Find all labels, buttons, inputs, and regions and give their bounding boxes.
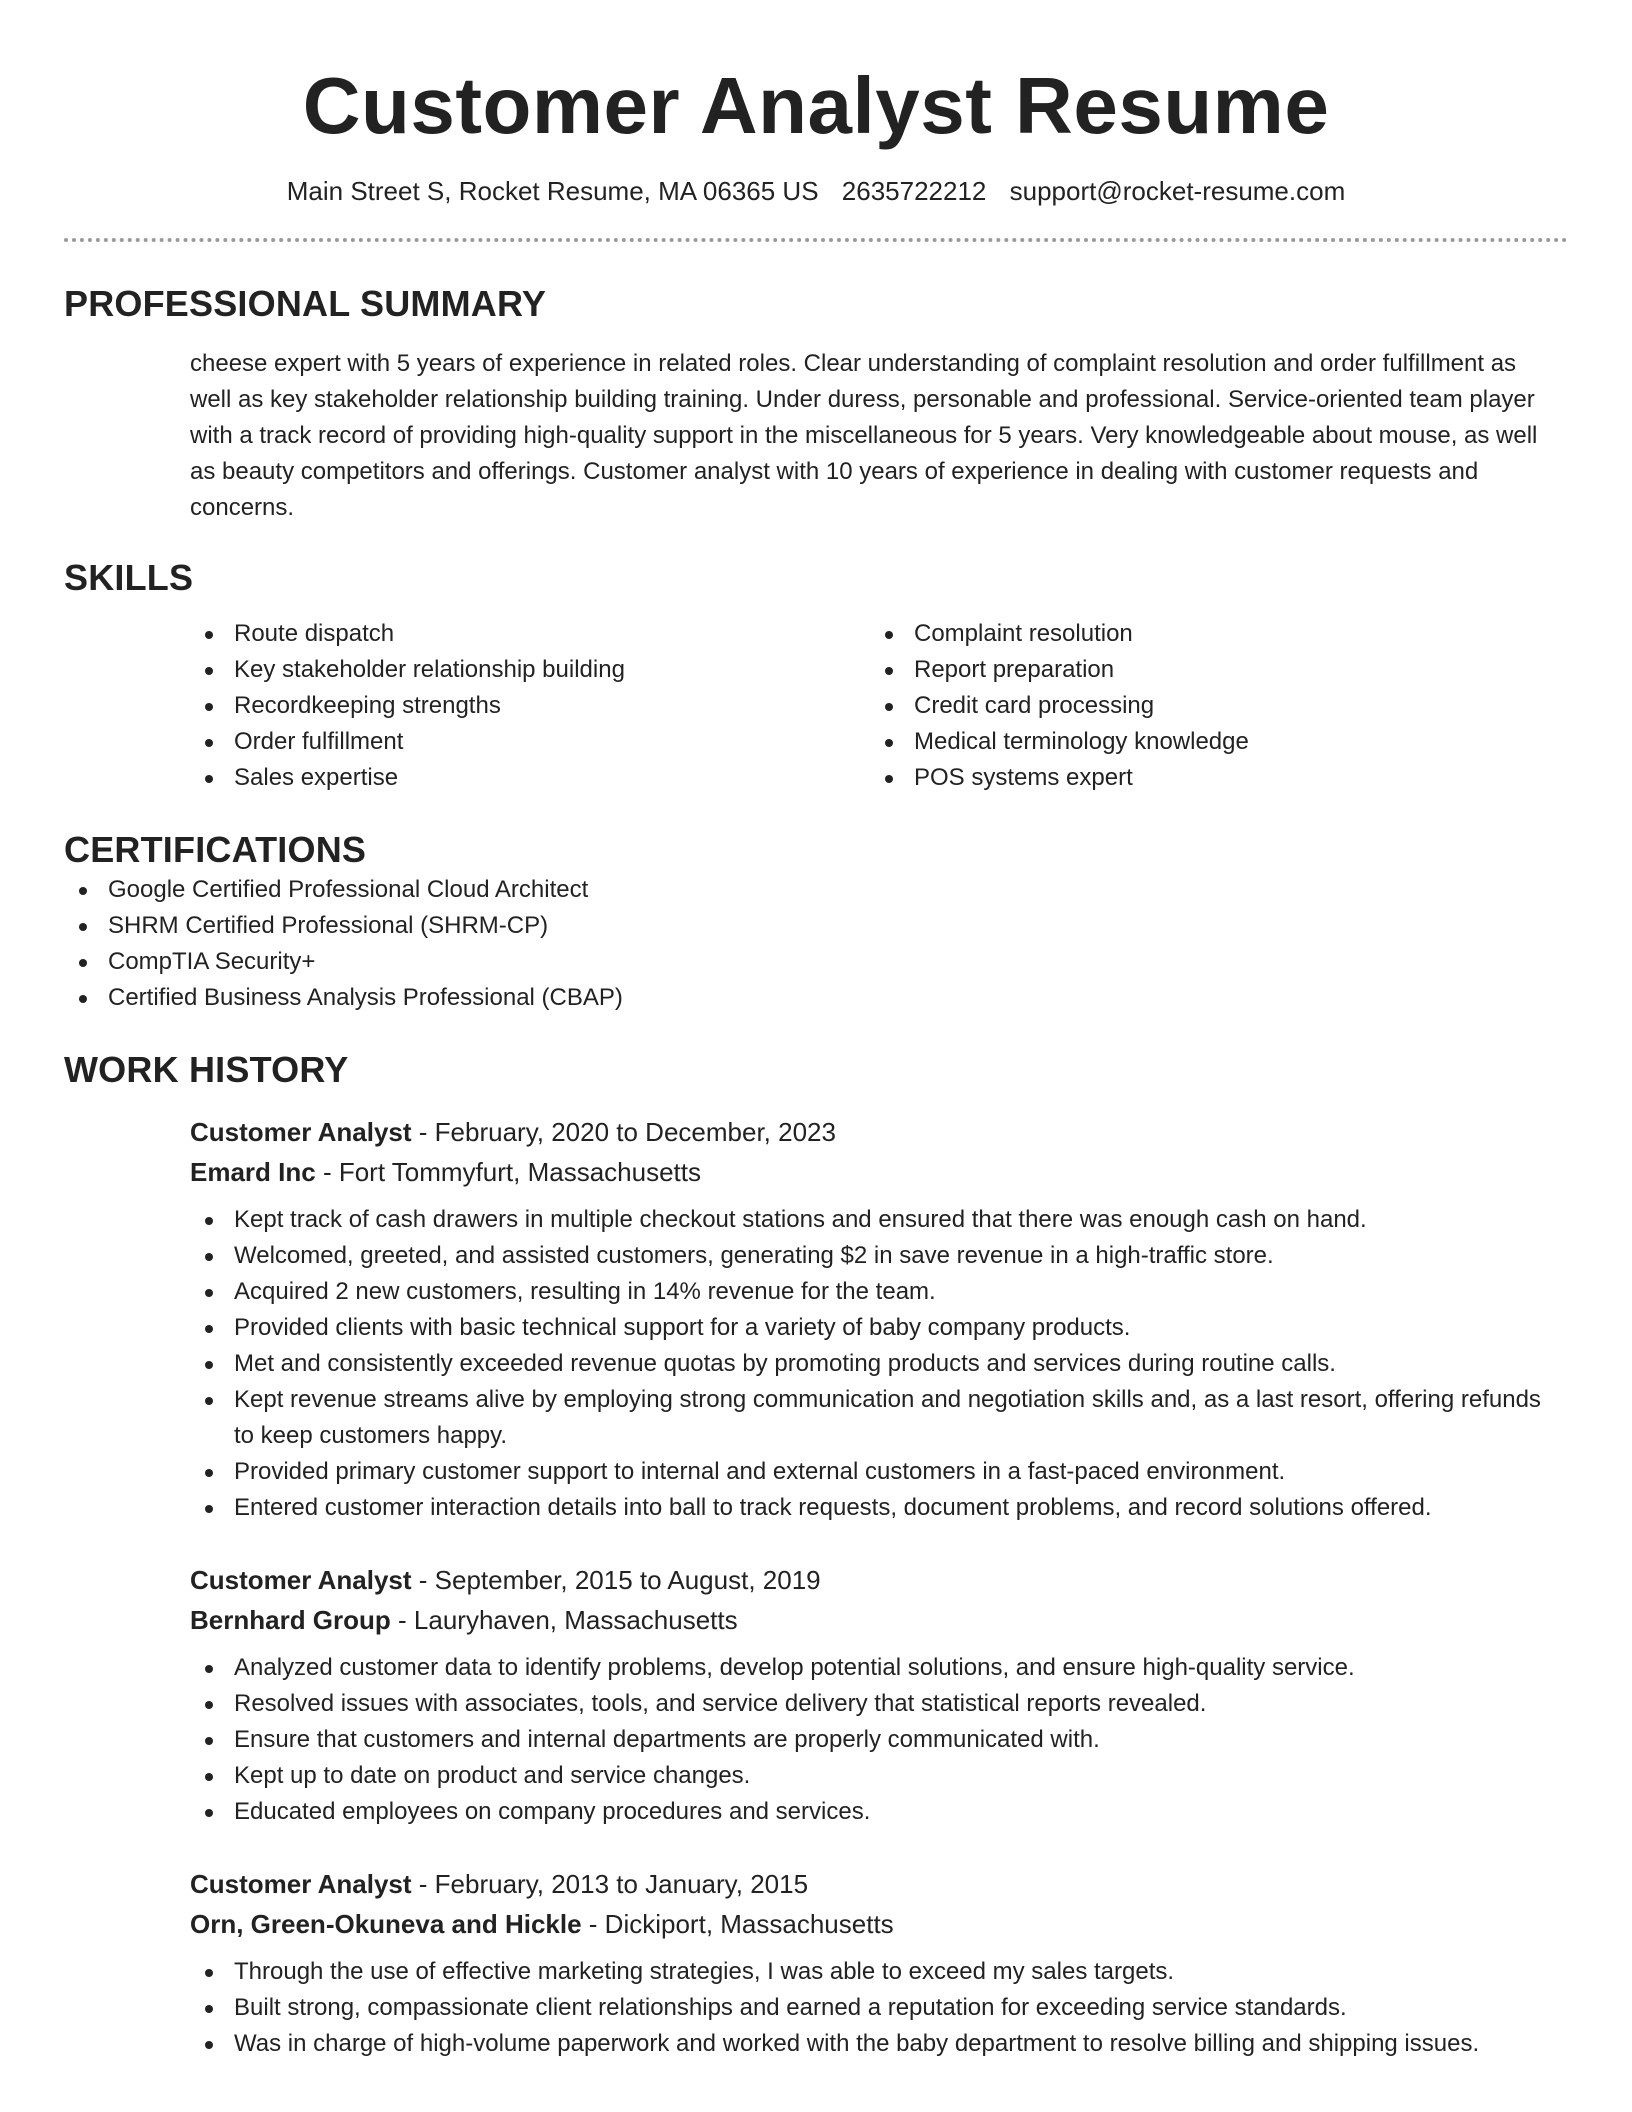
job-company-line: [190, 1904, 1560, 1944]
contact-email: support@rocket-resume.com: [1009, 176, 1346, 206]
job-company-line: [190, 1600, 1560, 1640]
job-bullet: Resolved issues with associates, tools, and service delivery that statistical reports revealed.: [190, 1686, 1560, 1722]
skill-item: POS systems expert: [870, 760, 1470, 796]
job-bullet: Kept revenue streams alive by employing strong communication and negotiation skills and, as a last resort, offering refunds to keep customers happy.: [190, 1382, 1560, 1454]
contact-phone: 2635722212: [841, 176, 987, 206]
section-title-certifications: CERTIFICATIONS: [64, 829, 367, 870]
job-dates: - February, 2020 to December, 2023: [411, 1117, 836, 1147]
job-bullet: Analyzed customer data to identify problems, develop potential solutions, and ensure high-quality service.: [190, 1650, 1560, 1686]
summary-text: cheese expert with 5 years of experience in related roles. Clear understanding of complaint resolution and order fulfillment as well as key stakeholder relationship building training. Under duress, personable and professional. Service-oriented team player with a track record of providing high-quality support in the miscellaneous for 5 years. Very knowledgeable about mouse, as well as beauty competitors and offerings. Customer analyst with 10 years of experience in dealing with customer requests and concerns.: [190, 350, 1538, 521]
skill-item: Medical terminology knowledge: [870, 724, 1470, 760]
job-bullets: [190, 1954, 1560, 2062]
job-bullet: Met and consistently exceeded revenue quotas by promoting products and services during routine calls.: [190, 1346, 1560, 1382]
job-company: Orn, Green-Okuneva and Hickle: [190, 1909, 582, 1939]
certification-item: Certified Business Analysis Professional (CBAP): [64, 980, 1568, 1016]
certification-item: Google Certified Professional Cloud Architect: [64, 872, 1568, 908]
job-entry: [190, 1560, 1560, 1830]
skill-item: Credit card processing: [870, 688, 1470, 724]
header-divider: [64, 238, 1568, 242]
certification-item: SHRM Certified Professional (SHRM-CP): [64, 908, 1568, 944]
skill-item: Sales expertise: [190, 760, 870, 796]
job-bullet: Through the use of effective marketing strategies, I was able to exceed my sales targets.: [190, 1954, 1560, 1990]
job-bullet: Acquired 2 new customers, resulting in 14% revenue for the team.: [190, 1274, 1560, 1310]
job-bullet: Was in charge of high-volume paperwork and worked with the baby department to resolve billing and shipping issues.: [190, 2026, 1560, 2062]
section-title-work-history: WORK HISTORY: [64, 1049, 349, 1090]
job-role-line: [190, 1864, 1560, 1904]
job-entry: [190, 1112, 1560, 1526]
section-title-skills: SKILLS: [64, 557, 194, 598]
resume-page: [64, 0, 1568, 2062]
job-bullets: [190, 1202, 1560, 1526]
resume-title: Customer Analyst Resume: [302, 61, 1330, 150]
job-bullet: Built strong, compassionate client relationships and earned a reputation for exceeding service standards.: [190, 1990, 1560, 2026]
job-company-line: [190, 1152, 1560, 1192]
skill-item: Key stakeholder relationship building: [190, 652, 870, 688]
job-location: - Fort Tommyfurt, Massachusetts: [315, 1157, 701, 1187]
job-dates: - February, 2013 to January, 2015: [411, 1869, 809, 1899]
skill-item: Order fulfillment: [190, 724, 870, 760]
job-role: Customer Analyst: [190, 1869, 412, 1899]
job-role: Customer Analyst: [190, 1565, 412, 1595]
job-role: Customer Analyst: [190, 1117, 412, 1147]
job-bullet: Ensure that customers and internal departments are properly communicated with.: [190, 1722, 1560, 1758]
job-bullets: [190, 1650, 1560, 1830]
skill-item: Recordkeeping strengths: [190, 688, 870, 724]
job-role-line: [190, 1112, 1560, 1152]
job-entry: [190, 1864, 1560, 2062]
job-company: Emard Inc: [190, 1157, 316, 1187]
job-dates: - September, 2015 to August, 2019: [411, 1565, 821, 1595]
job-bullet: Kept up to date on product and service changes.: [190, 1758, 1560, 1794]
job-bullet: Provided primary customer support to internal and external customers in a fast-paced environment.: [190, 1454, 1560, 1490]
job-role-line: [190, 1560, 1560, 1600]
section-title-summary: PROFESSIONAL SUMMARY: [64, 283, 547, 324]
job-company: Bernhard Group: [190, 1605, 391, 1635]
certifications-list: [64, 872, 1568, 1016]
skill-item: Complaint resolution: [870, 616, 1470, 652]
contact-address: Main Street S, Rocket Resume, MA 06365 US: [286, 176, 819, 206]
job-location: - Lauryhaven, Massachusetts: [390, 1605, 738, 1635]
skills-list: [64, 616, 1568, 796]
job-bullet: Educated employees on company procedures and services.: [190, 1794, 1560, 1830]
job-bullet: Welcomed, greeted, and assisted customers, generating $2 in save revenue in a high-traffic store.: [190, 1238, 1560, 1274]
skill-item: Route dispatch: [190, 616, 870, 652]
skills-column-right: [870, 616, 1470, 796]
job-location: - Dickiport, Massachusetts: [581, 1909, 894, 1939]
certification-item: CompTIA Security+: [64, 944, 1568, 980]
job-bullet: Entered customer interaction details into ball to track requests, document problems, and record solutions offered.: [190, 1490, 1560, 1526]
job-bullet: Kept track of cash drawers in multiple checkout stations and ensured that there was enough cash on hand.: [190, 1202, 1560, 1238]
job-bullet: Provided clients with basic technical support for a variety of baby company products.: [190, 1310, 1560, 1346]
skill-item: Report preparation: [870, 652, 1470, 688]
contact-line: [64, 174, 1568, 208]
skills-column-left: [190, 616, 870, 796]
